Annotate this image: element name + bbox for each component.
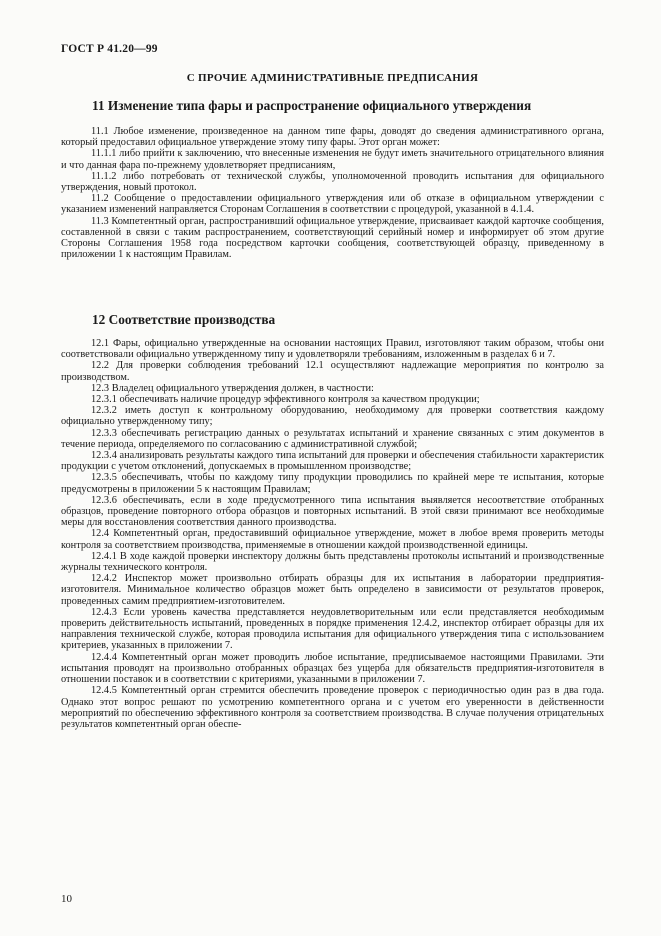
page-number: 10 <box>61 893 72 905</box>
document-code: ГОСТ Р 41.20—99 <box>61 43 158 55</box>
clause-11-heading: 11 Изменение типа фары и распространение официального утверждения <box>92 98 532 113</box>
paragraph: 12.4.2 Инспектор может произвольно отбирать образцы для их испытания в лаборатории предприятия-изготовителя. Минимальное количество образцов может быть определено в зависимости от результатов проверок, проведенных самим предприятием-изготовителем. <box>61 573 604 607</box>
paragraph: 12.3.2 иметь доступ к контрольному оборудованию, необходимому для проверки соответствия каждому официально утвержденному типу; <box>61 405 604 428</box>
paragraph: 12.4.3 Если уровень качества представляется неудовлетворительным или если представляется необходимым проверить действительность испытаний, проведенных в порядке применения 12.4.2, инспектор отбирает образцы для их направления технической службе, которая проводила испытания для официального утверждения типа с использованием критериев, указанных в приложении 7. <box>61 606 604 652</box>
paragraph: 12.3.6 обеспечивать, если в ходе предусмотренного типа испытания выявляется несоответствие отобранных образцов, проведение повторного отбора образцов и повторных испытаний. В этой связи принимают все необходимые меры для восстановления соответствия данного производства. <box>61 494 604 529</box>
paragraph: 12.2 Для проверки соблюдения требований 12.1 осуществляют надлежащие мероприятия по контролю за производством. <box>61 360 604 383</box>
paragraph: 12.3.5 обеспечивать, чтобы по каждому типу продукции проводились по крайней мере те испытания, которые предусмотрены в приложении 5 к настоящим Правилам; <box>61 472 604 495</box>
paragraph: 12.3.4 анализировать результаты каждого типа испытаний для проверки и обеспечения стабильности характеристик продукции с учетом отклонений, допускаемых в промышленном производстве; <box>61 450 604 473</box>
clause-12-body <box>61 338 604 730</box>
paragraph: 12.4.5 Компетентный орган стремится обеспечить проведение проверок с периодичностью один раз в два года. Однако этот вопрос решают по усмотрению компетентного органа и с учетом его уверенности в действенности мероприятий по обеспечению эффективного контроля за соответствием производства. В случае получения отрицательных результатов компетентный орган обеспе- <box>61 685 604 730</box>
clause-12-heading: 12 Соответствие производства <box>92 312 276 327</box>
paragraph: 11.1.1 либо прийти к заключению, что внесенные изменения не будут иметь значительного отрицательного влияния и что данная фара по-прежнему удовлетворяет предписаниям, <box>61 148 604 171</box>
paragraph: 12.4 Компетентный орган, предоставивший официальное утверждение, может в любое время проверить методы контроля за соответствием производства, применяемые в отношении каждой производственной единицы. <box>61 528 604 551</box>
paragraph: 11.1 Любое изменение, произведенное на данном типе фары, доводят до сведения административного органа, который предоставил официальное утверждение этому типу фары. Этот орган может: <box>61 126 604 149</box>
paragraph: 12.4.1 В ходе каждой проверки инспектору должны быть представлены протоколы испытаний и производственные журналы технического контроля. <box>61 550 604 574</box>
paragraph: 12.3.1 обеспечивать наличие процедур эффективного контроля за качеством продукции; <box>91 394 480 406</box>
paragraph: 11.2 Сообщение о предоставлении официального утверждения или об отказе в официальном утверждении с указанием изменений направляется Сторонам Соглашения в соответствии с процедурой, указанной в 4.1.4. <box>61 193 604 216</box>
clause-11-body <box>61 126 604 260</box>
paragraph: 12.4.4 Компетентный орган может проводить любое испытание, предписываемое настоящими Правилами. Эти испытания проводят на произвольно отобранных образцах без ущерба для обязательств предприятия-изготовителя в отношении поставок и в соответствии с критериями, указанными в приложении 7. <box>61 651 604 686</box>
paragraph: 12.3 Владелец официального утверждения должен, в частности: <box>91 382 374 394</box>
paragraph: 12.3.3 обеспечивать регистрацию данных о результатах испытаний и хранение связанных с этим документов в течение периода, определяемого по согласованию с административной службой; <box>61 427 604 450</box>
paragraph: 11.1.2 либо потребовать от технической службы, уполномоченной проводить испытания для официального утверждения, новый протокол. <box>61 170 604 194</box>
section-title: С ПРОЧИЕ АДМИНИСТРАТИВНЫЕ ПРЕДПИСАНИЯ <box>186 72 479 84</box>
paragraph: 12.1 Фары, официально утвержденные на основании настоящих Правил, изготовляют таким образом, чтобы они соответствовали официально утвержденному типу и удовлетворяли требованиям, изложенным в разделах 6 и 7. <box>61 338 604 361</box>
paragraph: 11.3 Компетентный орган, распространивший официальное утверждение, присваивает каждой карточке сообщения, составленной в связи с таким распространением, соответствующий серийный номер и информирует об этом другие Стороны Соглашения 1958 года посредством карточки сообщения, соответствующей образцу, приведенному в приложении 1 к настоящим Правилам. <box>61 215 604 261</box>
